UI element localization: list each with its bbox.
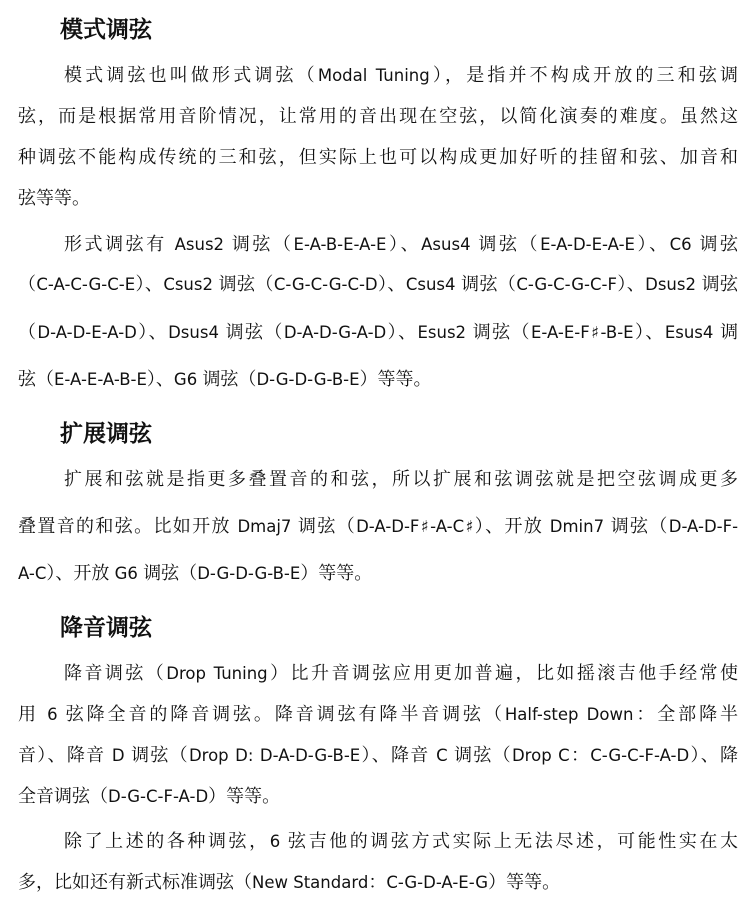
paragraph-line: 音）、降音 D 调弦（Drop D: D-A-D-G-B-E）、降音 C 调弦（Drop C：C-G-C-F-A-D）、降 — [18, 745, 739, 766]
paragraph-line: （C-A-C-G-C-E）、Csus2 调弦（C-G-C-G-C-D）、Csus4 调弦（C-G-C-G-C-F）、Dsus2 调弦 — [18, 274, 739, 295]
paragraph-line: 弦，而是根据常用音阶情况，让常用的音出现在空弦，以简化演奏的难度。虽然这 — [18, 106, 738, 127]
paragraph-line: 弦（E-A-E-A-B-E）、G6 调弦（D-G-D-G-B-E）等等。 — [18, 369, 432, 390]
paragraph-line: 种调弦不能构成传统的三和弦，但实际上也可以构成更加好听的挂留和弦、加音和 — [18, 147, 738, 168]
paragraph-line: 降音调弦（Drop Tuning）比升音调弦应用更加普遍，比如摇滚吉他手经常使 — [64, 663, 739, 684]
paragraph-line: 扩展和弦就是指更多叠置音的和弦，所以扩展和弦调弦就是把空弦调成更多 — [64, 469, 738, 490]
paragraph-line: 全音调弦（D-G-C-F-A-D）等等。 — [18, 786, 281, 807]
paragraph-line: 模式调弦也叫做形式调弦（Modal Tuning），是指并不构成开放的三和弦调 — [64, 65, 739, 86]
paragraph-line: A-C）、开放 G6 调弦（D-G-D-G-B-E）等等。 — [18, 563, 373, 584]
paragraph-line: （D-A-D-E-A-D）、Dsus4 调弦（D-A-D-G-A-D）、Esus2 调弦（E-A-E-F♯-B-E）、Esus4 调 — [18, 322, 739, 343]
paragraph-line: 形式调弦有 Asus2 调弦（E-A-B-E-A-E）、Asus4 调弦（E-A-D-E-A-E）、C6 调弦 — [64, 234, 739, 255]
paragraph-line: 多，比如还有新式标准调弦（New Standard：C-G-D-A-E-G）等等。 — [18, 872, 561, 893]
paragraph-line: 弦等等。 — [18, 188, 90, 209]
section-heading-modal-tuning: 模式调弦 — [60, 17, 152, 43]
paragraph-line: 用 6 弦降全音的降音调弦。降音调弦有降半音调弦（Half-step Down：全部降半 — [18, 704, 739, 725]
paragraph-line: 叠置音的和弦。比如开放 Dmaj7 调弦（D-A-D-F♯-A-C♯）、开放 Dmin7 调弦（D-A-D-F- — [18, 516, 739, 537]
section-heading-drop-tuning: 降音调弦 — [60, 615, 152, 641]
section-heading-extended-tuning: 扩展调弦 — [60, 421, 152, 447]
paragraph-line: 除了上述的各种调弦，6 弦吉他的调弦方式实际上无法尽述，可能性实在太 — [64, 831, 739, 852]
